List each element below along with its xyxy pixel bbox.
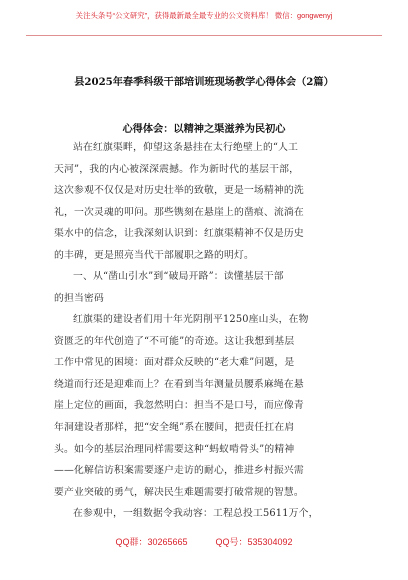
paragraph-intro — [54, 137, 354, 267]
text-line: 的担当密码 — [54, 292, 104, 304]
footer-qq-group: QQ群：30265665 — [115, 537, 188, 547]
text-line: 这次参观不仅仅是对历史壮举的致敬，更是一场精神的洗 — [54, 185, 304, 197]
text-line: 在参观中，一组数据令我动容：工程总投工5611万个， — [73, 508, 319, 519]
text-line: ——化解信访积案需要逐户走访的耐心，推进乡村振兴需 — [54, 465, 304, 477]
document-title: 县2025年春季科级干部培训班现场教学心得体会（2篇） — [74, 76, 334, 88]
text-line: 工作中常见的困境：面对群众反映的“老大难”问题，是 — [54, 357, 295, 369]
text-line: 礼，一次灵魂的叩问。那些镌刻在悬崖上的凿痕、流淌在 — [54, 206, 304, 218]
header-banner: 关注头条号“公文研究”，获得最新最全最专业的公文资料库！ 微信：gongwenyj — [75, 11, 333, 20]
paragraph-closing — [54, 503, 354, 525]
text-line: 一、从“凿山引水”到“破局开路”：读懂基层干部 — [73, 271, 284, 282]
text-line: 资匮乏的年代创造了“不可能”的奇迹。这让我想到基层 — [54, 335, 295, 347]
text-line: 绕道而行还是迎难而上？在看到当年测量员腰系麻绳在悬 — [54, 378, 304, 390]
footer-contact — [0, 535, 408, 548]
header-divider — [26, 35, 382, 36]
text-line: 天河”，我的内心被深深震撼。作为新时代的基层干部， — [54, 163, 300, 175]
text-line: 崖上定位的画面，我忽然明白：担当不是口号，而应像青 — [54, 400, 304, 412]
text-line: 头。如今的基层治理同样需要这种“蚂蚁啃骨头”的精神 — [54, 443, 295, 455]
text-line: 渠水中的信念，让我深刻认识到：红旗渠精神不仅是历史 — [54, 228, 304, 240]
footer-qq-number: QQ号：535304092 — [215, 537, 293, 547]
text-line: 的丰碑，更是照亮当代干部履职之路的明灯。 — [54, 249, 254, 261]
section-heading: 心得体会：以精神之渠滋养为民初心 — [122, 123, 286, 135]
text-line: 红旗渠的建设者们用十年光阴削平1250座山头，在物 — [73, 314, 309, 325]
text-line: 要产业突破的勇气，解决民生难题需要打破常规的智慧。 — [54, 486, 304, 498]
text-line: 站在红旗渠畔，仰望这条悬挂在太行绝壁上的“人工 — [73, 142, 299, 153]
paragraph-body — [54, 309, 354, 503]
text-line: 年洞建设者那样，把“安全绳”系在腰间，把责任扛在肩 — [54, 421, 295, 433]
subheading-one — [54, 266, 354, 309]
